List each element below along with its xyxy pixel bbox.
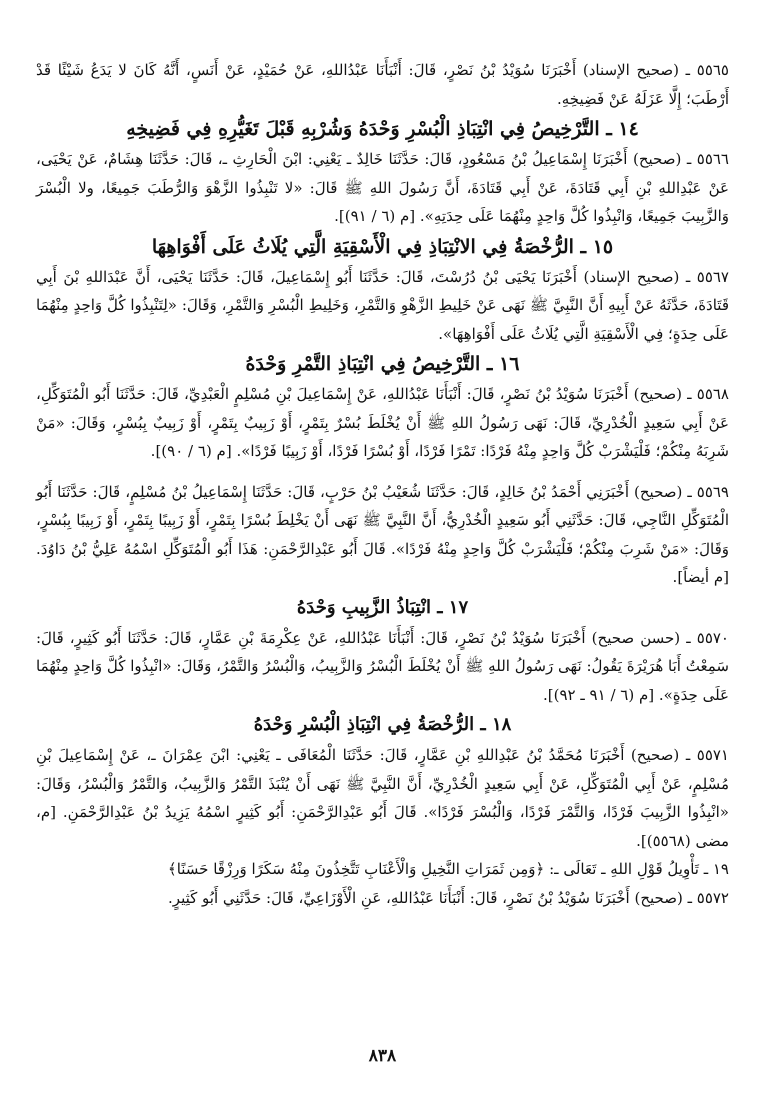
hadith-5568: ٥٥٦٨ ـ (صحيح) أَخْبَرَنَا سُوَيْدُ بْنُ نَصْرٍ، قَالَ: أَنْبَأَنَا عَبْدُاللهِ، عَنْ إِسْمَاعِيلَ بْنِ مُسْلِمٍ الْعَبْدِيِّ، قَالَ: حَدَّثَنَا أَبُو الْمُتَوَكِّلِ، عَنْ أَبِي سَعِيدٍ الْخُدْرِيِّ، قَالَ: نَهَى رَسُولُ اللهِ ﷺ أَنْ يُخْلَطَ بُسْرٌ بِتَمْرٍ، أَوْ زَبِيبٌ بِتَمْرٍ، أَوْ زَبِيبٌ بِبُسْرٍ، وَقَالَ: «مَنْ شَرِبَهُ مِنْكُمْ؛ فَلْيَشْرَبْ كُلَّ وَاحِدٍ مِنْهُ فَرْدًا: تَمْرًا فَرْدًا، أَوْ بُسْرًا فَرْدًا، أَوْ زَبِيبًا فَرْدًا». [م (٦ / ٩٠)]. bbox=[36, 385, 729, 460]
chapter-heading-14: ١٤ ـ التَّرْخِيصُ فِي انْتِبَاذِ الْبُسْرِ وَحْدَهُ وَشُرْبِهِ قَبْلَ تَغَيُّرِهِ فِي فَضِيخِهِ bbox=[126, 118, 639, 140]
hadith-5565: ٥٥٦٥ ـ (صحيح الإسناد) أَخْبَرَنَا سُوَيْدُ بْنُ نَصْرٍ، قَالَ: أَنْبَأَنَا عَبْدُاللهِ، عَنْ حُمَيْدٍ، عَنْ أَنَسٍ، أَنَّهُ كَانَ لا يَدَعُ شَيْئًا قَدْ أَرْطَبَ؛ إِلَّا عَزَلَهُ عَنْ فَضِيخِهِ. bbox=[36, 61, 729, 108]
hadith-5569: ٥٥٦٩ ـ (صحيح) أَخْبَرَنِي أَحْمَدُ بْنُ خَالِدٍ، قَالَ: حَدَّثَنَا شُعَيْبُ بْنُ حَرْبٍ، قَالَ: حَدَّثَنَا إِسْمَاعِيلُ بْنُ مُسْلِمٍ، قَالَ: حَدَّثَنَا أَبُو الْمُتَوَكِّلِ النَّاجِي، قَالَ: حَدَّثَنِي أَبُو سَعِيدٍ الْخُدْرِيُّ، أَنَّ النَّبِيَّ ﷺ نَهَى أَنْ يَخْلِطَ بُسْرًا بِتَمْرٍ، أَوْ زَبِيبًا بِتَمْرٍ، أَوْ زَبِيبًا بِبُسْرٍ، وَقَالَ: «مَنْ شَرِبَ مِنْكُمْ؛ فَلْيَشْرَبْ كُلَّ وَاحِدٍ مِنْهُ فَرْدًا». قَالَ أَبُو عَبْدِالرَّحْمَنِ: هَذَا أَبُو الْمُتَوَكِّلِ اسْمُهُ عَلِيُّ بْنُ دَاوُدَ. [م أيضاً]. bbox=[36, 482, 729, 586]
hadith-5566: ٥٥٦٦ ـ (صحيح) أَخْبَرَنَا إِسْمَاعِيلُ بْنُ مَسْعُودٍ، قَالَ: حَدَّثَنَا خَالِدٌ ـ يَعْنِي: ابْنَ الْحَارِثِ ـ، قَالَ: حَدَّثَنَا هِشَامٌ، عَنْ يَحْيَى، عَنْ عَبْدِاللهِ بْنِ أَبِي قَتَادَةَ، عَنْ أَبِي قَتَادَةَ، أَنَّ رَسُولَ اللهِ ﷺ قَالَ: «لا تَنْبِذُوا الزَّهْوَ وَالرُّطَبَ جَمِيعًا، ولا الْبُسْرَ وَالزَّبِيبَ جَمِيعًا، وَانْبِذُوا كُلَّ وَاحِدٍ مِنْهُمَا عَلَى حِدَتِهِ». [م (٦ / ٩١)]. bbox=[36, 150, 729, 225]
paragraph-gap bbox=[36, 466, 729, 478]
hadith-5567: ٥٥٦٧ ـ (صحيح الإسناد) أَخْبَرَنَا يَحْيَى بْنُ دُرُسْتَ، قَالَ: حَدَّثَنَا أَبُو إِسْمَاعِيلَ، قَالَ: حَدَّثَنَا يَحْيَى، أَنَّ عَبْدَاللهِ بْنَ أَبِي قَتَادَةَ، حَدَّثَهُ عَنْ أَبِيهِ أَنَّ النَّبِيَّ ﷺ نَهَى عَنْ خَلِيطِ الزَّهْوِ وَالتَّمْرِ، وَخَلِيطِ الْبُسْرِ وَالتَّمْرِ، وَقَالَ: «لِتَنْبِذُوا كُلَّ وَاحِدٍ مِنْهُمَا عَلَى حِدَةٍ؛ فِي الْأَسْقِيَةِ الَّتِي يُلَاثُ عَلَى أَفْوَاهِهَا». bbox=[36, 267, 729, 343]
hadith-5571: ٥٥٧١ ـ (صحيح) أَخْبَرَنَا مُحَمَّدُ بْنُ عَبْدِاللهِ بْنِ عَمَّارٍ، قَالَ: حَدَّثَنَا الْمُعَافَى ـ يَعْنِي: ابْنَ عِمْرَانَ ـ، عَنْ إِسْمَاعِيلَ بْنِ مُسْلِمٍ، عَنْ أَبِي الْمُتَوَكِّلِ، عَنْ أَبِي سَعِيدٍ الْخُدْرِيِّ، أَنَّ النَّبِيَّ ﷺ نَهَى أَنْ يُنْبَذَ التَّمْرُ وَالزَّبِيبُ، وَالتَّمْرُ وَالْبُسْرُ، وَقَالَ: «انْبِذُوا الزَّبِيبَ فَرْدًا، وَالتَّمْرَ فَرْدًا، وَالْبُسْرَ فَرْدًا». قَالَ أَبُو عَبْدِالرَّحْمَنِ: أَبُو كَثِيرٍ اسْمُهُ يَزِيدُ بْنُ عَبْدِالرَّحْمَنِ. [م، مضى (٥٥٦٨)]. bbox=[36, 746, 729, 850]
chapter-heading-19: ١٩ ـ تَأْوِيلُ قَوْلِ اللهِ ـ تَعَالَى ـ: ﴿وَمِن ثَمَرَاتِ النَّخِيلِ وَالْأَعْنَابِ تَتَّخِذُونَ مِنْهُ سَكَرًا وَرِزْقًا حَسَنًا﴾ bbox=[167, 860, 729, 878]
page-number: ٨٣٨ bbox=[368, 1046, 397, 1066]
hadith-5570: ٥٥٧٠ ـ (حسن صحيح) أَخْبَرَنَا سُوَيْدُ بْنُ نَصْرٍ، قَالَ: أَنْبَأَنَا عَبْدُاللهِ، عَنْ عِكْرِمَةَ بْنِ عَمَّارٍ، قَالَ: حَدَّثَنَا أَبُو كَثِيرٍ، قَالَ: سَمِعْتُ أَبَا هُرَيْرَةَ يَقُولُ: نَهَى رَسُولُ اللهِ ﷺ أَنْ يُخْلَطَ الْبُسْرُ وَالزَّبِيبُ، وَالْبُسْرُ وَالتَّمْرُ، وَقَالَ: «انْبِذُوا كُلَّ وَاحِدٍ مِنْهُمَا عَلَى حِدَةٍ». [م (٦ / ٩١ ـ ٩٢)]. bbox=[36, 628, 729, 704]
chapter-heading-18: ١٨ ـ الرُّخْصَةُ فِي انْتِبَاذِ الْبُسْرِ وَحْدَهُ bbox=[253, 714, 512, 735]
hadith-5572: ٥٥٧٢ ـ (صحيح) أَخْبَرَنَا سُوَيْدُ بْنُ نَصْرٍ، قَالَ: أَنْبَأَنَا عَبْدُاللهِ، عَنِ الْأَوْزَاعِيِّ، قَالَ: حَدَّثَنِي أَبُو كَثِيرٍ. bbox=[168, 888, 729, 907]
chapter-heading-17: ١٧ ـ انْتِبَاذُ الزَّبِيبِ وَحْدَهُ bbox=[296, 596, 469, 618]
chapter-heading-16: ١٦ ـ التَّرْخِيصُ فِي انْتِبَاذِ التَّمْرِ وَحْدَهُ bbox=[245, 353, 520, 375]
chapter-heading-15: ١٥ ـ الرُّخْصَةُ فِي الانْتِبَاذِ فِي الْأَسْقِيَةِ الَّتِي يُلَاثُ عَلَى أَفْوَاهِهَا bbox=[151, 235, 614, 258]
